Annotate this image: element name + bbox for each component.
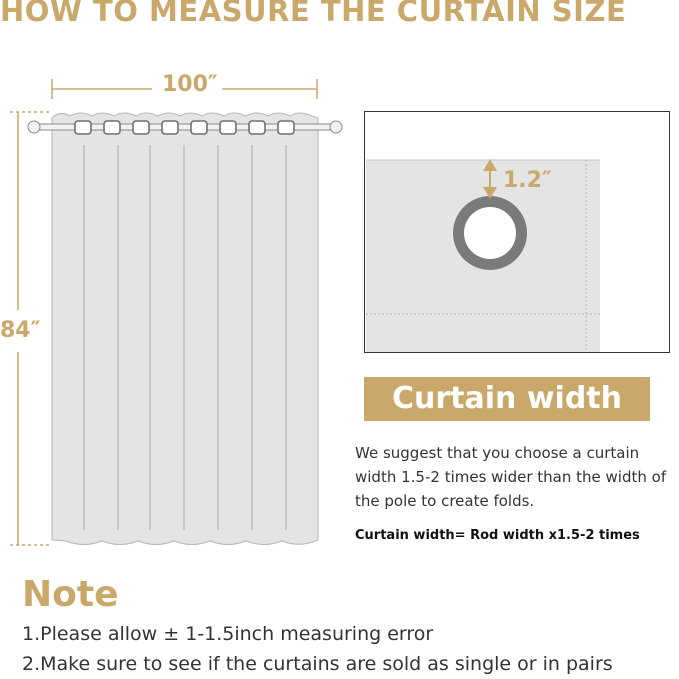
note-item: 1.Please allow ± 1-1.5inch measuring error <box>22 623 434 645</box>
grommet-size-label: 1.2″ <box>503 168 552 193</box>
grommet <box>220 121 236 134</box>
grommet <box>104 121 120 134</box>
suggestion-text: We suggest that you choose a curtain width 1.5-2 times wider than the width of the pole to create folds. <box>355 444 667 510</box>
grommet <box>278 121 294 134</box>
note-heading: Note <box>22 574 119 615</box>
grommet-detail <box>364 111 670 353</box>
page-title: HOW TO MEASURE THE CURTAIN SIZE <box>0 0 627 28</box>
curtain-illustration <box>0 60 350 560</box>
curtain-width-heading: Curtain width <box>364 377 650 421</box>
grommet <box>249 121 265 134</box>
grommet <box>75 121 91 134</box>
note-item: 2.Make sure to see if the curtains are sold as single or in pairs <box>22 653 613 675</box>
height-label: 84″ <box>0 318 41 343</box>
formula-text: Curtain width= Rod width x1.5-2 times <box>355 528 640 543</box>
grommet <box>162 121 178 134</box>
curtain-fabric <box>52 113 318 545</box>
grommet <box>191 121 207 134</box>
grommet <box>133 121 149 134</box>
width-label: 100″ <box>162 72 218 97</box>
